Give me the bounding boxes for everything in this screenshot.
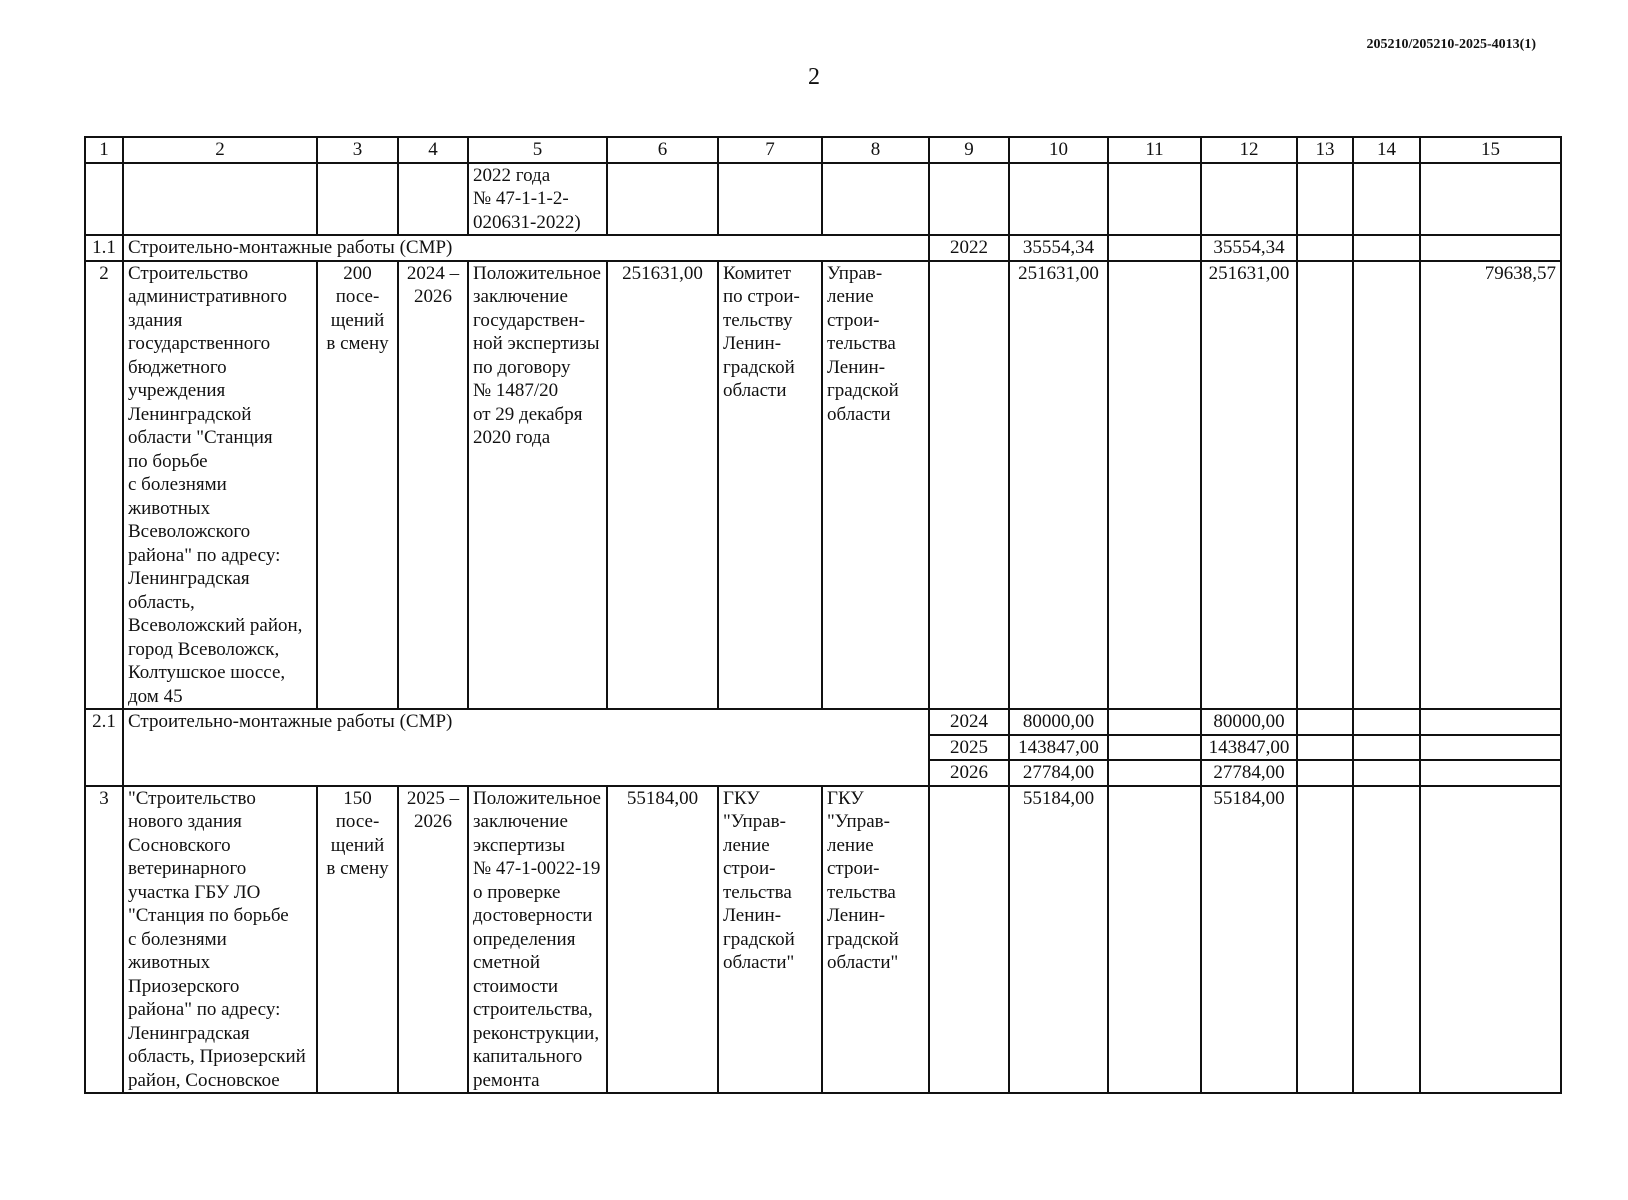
table-row-2-1 <box>85 709 1561 735</box>
column-number: 10 <box>1009 137 1108 163</box>
amount-col12: 143847,00 <box>1201 735 1297 761</box>
year-cell: 2022 <box>929 235 1009 261</box>
table-row-3 <box>85 786 1561 1094</box>
work-type-label: Строительно-монтажные работы (СМР) <box>123 235 929 261</box>
column-number: 6 <box>607 137 718 163</box>
amount-col12: 27784,00 <box>1201 760 1297 786</box>
amount-col12: 55184,00 <box>1201 786 1297 1094</box>
column-number: 1 <box>85 137 123 163</box>
period: 2024 – 2026 <box>398 261 468 710</box>
row-number: 2.1 <box>85 709 123 786</box>
table-row-2 <box>85 261 1561 710</box>
amount-col10: 27784,00 <box>1009 760 1108 786</box>
capacity: 150 посе- щений в смену <box>317 786 398 1094</box>
column-number: 5 <box>468 137 607 163</box>
investment-table <box>84 136 1562 1094</box>
customer: ГКУ "Управ- ление строи- тельства Ленин- градской области" <box>718 786 822 1094</box>
continuation-row <box>85 163 1561 236</box>
expertise-continuation: 2022 года № 47-1-1-2- 020631-2022) <box>468 163 607 236</box>
executor: Управ- ление строи- тельства Ленин- градской области <box>822 261 929 710</box>
executor: ГКУ "Управ- ление строи- тельства Ленин- градской области" <box>822 786 929 1094</box>
row-number: 3 <box>85 786 123 1094</box>
column-number: 11 <box>1108 137 1201 163</box>
estimated-cost: 55184,00 <box>607 786 718 1094</box>
year-cell: 2025 <box>929 735 1009 761</box>
column-number: 14 <box>1353 137 1420 163</box>
column-number: 8 <box>822 137 929 163</box>
expertise: Положительное заключение экспертизы № 47-1-0022-19 о проверке достоверности определения сметной стоимости строительства, реконструкции, капитального ремонта <box>468 786 607 1094</box>
table-row-1-1 <box>85 235 1561 261</box>
column-number: 12 <box>1201 137 1297 163</box>
column-number: 3 <box>317 137 398 163</box>
amount-col12: 80000,00 <box>1201 709 1297 735</box>
amount-col10: 55184,00 <box>1009 786 1108 1094</box>
customer: Комитет по строи- тельству Ленин- градской области <box>718 261 822 710</box>
amount-col12: 251631,00 <box>1201 261 1297 710</box>
estimated-cost: 251631,00 <box>607 261 718 710</box>
column-number: 2 <box>123 137 317 163</box>
amount-col12: 35554,34 <box>1201 235 1297 261</box>
column-number: 7 <box>718 137 822 163</box>
year-cell: 2026 <box>929 760 1009 786</box>
amount-col10: 35554,34 <box>1009 235 1108 261</box>
period: 2025 – 2026 <box>398 786 468 1094</box>
column-number: 4 <box>398 137 468 163</box>
amount-col10: 251631,00 <box>1009 261 1108 710</box>
object-name: "Строительство нового здания Сосновского ветеринарного участка ГБУ ЛО "Станция по борьбе с болезнями животных Приозерского района" по адресу: Ленинградская область, Приозерский район, Сосновское <box>123 786 317 1094</box>
expertise: Положительное заключение государствен- ной экспертизы по договору № 1487/20 от 29 декабря 2020 года <box>468 261 607 710</box>
amount-col10: 143847,00 <box>1009 735 1108 761</box>
document-id: 205210/205210-2025-4013(1) <box>1366 37 1536 52</box>
year-cell: 2024 <box>929 709 1009 735</box>
amount-col10: 80000,00 <box>1009 709 1108 735</box>
column-number: 13 <box>1297 137 1353 163</box>
page-number: 2 <box>808 64 820 90</box>
row-number: 1.1 <box>85 235 123 261</box>
capacity: 200 посе- щений в смену <box>317 261 398 710</box>
column-number-row <box>85 137 1561 163</box>
object-name: Строительство административного здания государственного бюджетного учреждения Ленинградской области "Станция по борьбе с болезнями животных Всеволожского района" по адресу: Ленинградская область, Всеволожский район, город Всеволожск, Колтушское шоссе, дом 45 <box>123 261 317 710</box>
work-type-label: Строительно-монтажные работы (СМР) <box>123 709 929 786</box>
row-number: 2 <box>85 261 123 710</box>
column-number: 9 <box>929 137 1009 163</box>
amount-col15: 79638,57 <box>1420 261 1561 710</box>
column-number: 15 <box>1420 137 1561 163</box>
